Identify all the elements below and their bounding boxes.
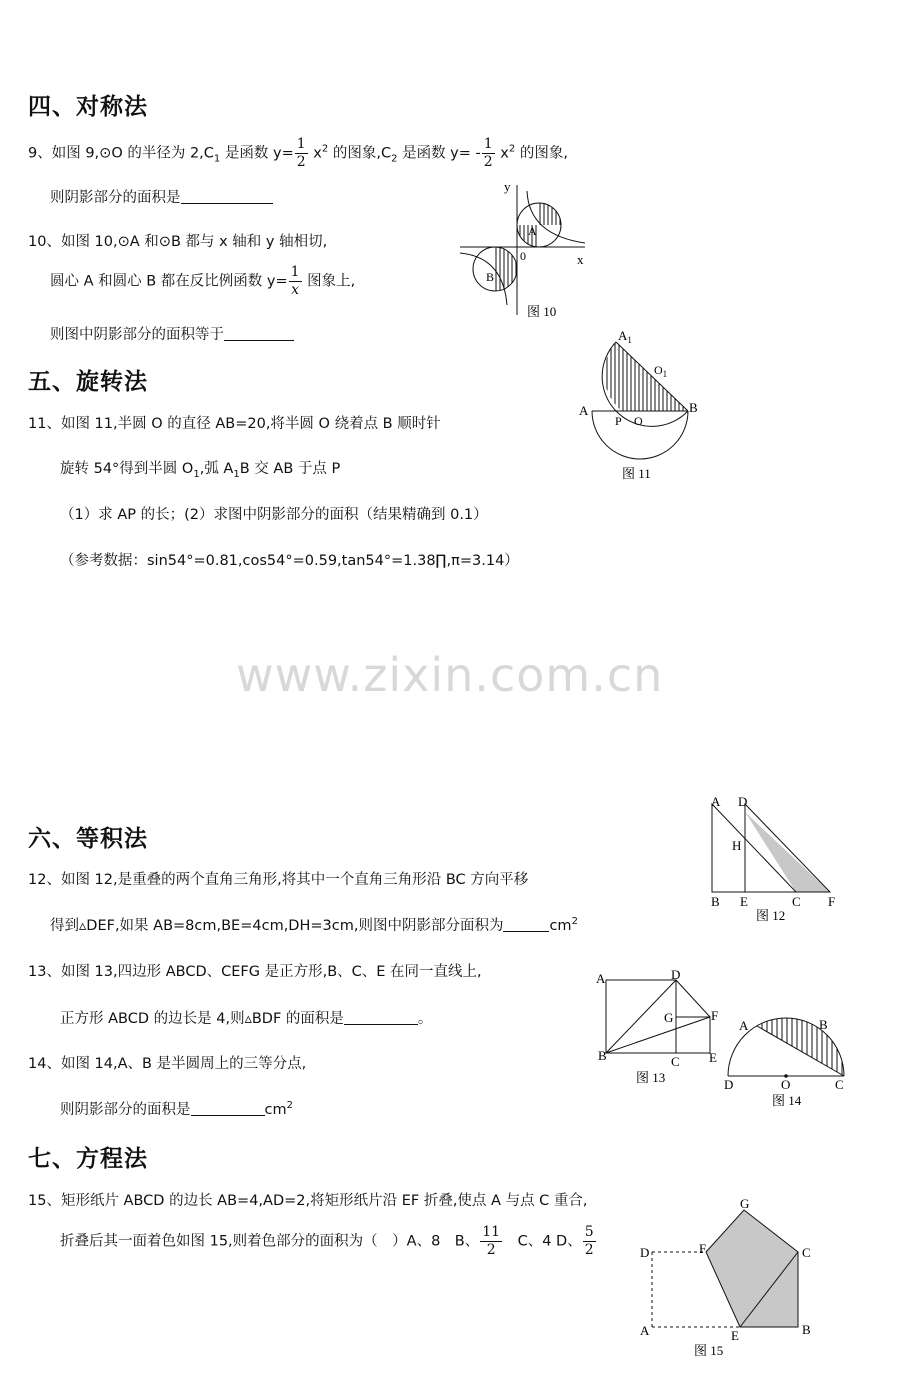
label-d: D (640, 1245, 650, 1260)
figure-15 (636, 1192, 826, 1362)
label-a: A (739, 1018, 749, 1033)
question-14-line-1: 14、如图 14,A、B 是半圆周上的三等分点, (28, 1056, 307, 1072)
label-a: A (640, 1323, 650, 1338)
label-b: B (486, 270, 495, 284)
question-14-line-2: 则阴影部分的面积是 $cm^2$ (60, 1100, 293, 1118)
label-e: E (731, 1328, 739, 1343)
question-11-line-3: （1）求 AP 的长；(2）求图中阴影部分的面积（结果精确到 0.1） (60, 507, 488, 523)
shaded-region-b2 (495, 269, 517, 291)
question-11-line-4: （参考数据：sin54°=0.81,cos54°=0.59,tan54°=1.38∏,π=3.14） (60, 553, 519, 569)
question-12-line-2: 得到▵DEF,如果 AB=8cm,BE=4cm,DH=3cm,则图中阴影部分面积为 $cm^2$ (50, 916, 578, 934)
label-a: A (528, 224, 537, 238)
figure-caption: 图 15 (694, 1343, 724, 1358)
section-heading-equation: 七、方程法 (28, 1146, 148, 1172)
label-a: A (711, 794, 721, 809)
label-h: H (732, 838, 742, 853)
label-f: F (711, 1008, 719, 1023)
figure-11 (570, 322, 710, 487)
label-d: D (738, 794, 748, 809)
answer-blank (344, 1024, 418, 1025)
shaded-region (757, 1018, 844, 1076)
fraction: $\frac{1}{x}$ (290, 264, 300, 298)
label-o: O (781, 1077, 791, 1092)
label-p: P (615, 414, 622, 428)
label-b: B (711, 894, 720, 909)
label-e: E (709, 1050, 717, 1065)
label-c: C (671, 1054, 680, 1069)
fraction: $\frac{5}{2}$ (584, 1224, 594, 1258)
answer-blank (191, 1115, 265, 1116)
triangle-def (745, 804, 830, 892)
fraction: $\frac{1}{2}$ (483, 136, 493, 170)
label-b: B (689, 400, 698, 415)
shaded-pentagon (706, 1210, 798, 1327)
label-f: F (828, 894, 836, 909)
question-15-line-1: 15、矩形纸片 ABCD 的边长 AB=4,AD=2,将矩形纸片沿 EF 折叠,使点 A 与点 C 重合, (28, 1193, 588, 1209)
question-12-line-1: 12、如图 12,是重叠的两个直角三角形,将其中一个直角三角形沿 BC 方向平移 (28, 872, 529, 888)
fraction: $\frac{11}{2}$ (482, 1224, 501, 1258)
label-g: G (664, 1010, 674, 1025)
answer-blank (181, 203, 273, 204)
label-c: C (802, 1245, 811, 1260)
section-heading-rotation: 五、旋转法 (28, 369, 148, 395)
question-9-line-2: 则阴影部分的面积是 (50, 186, 273, 207)
question-11-line-2: 旋转 54°得到半圆 $O_1$,弧 $A_1B$ 交 AB 于点 P (60, 461, 341, 480)
question-11-line-1: 11、如图 11,半圆 O 的直径 AB=20,将半圆 O 绕着点 B 顺时针 (28, 416, 441, 432)
question-13-line-1: 13、如图 13,四边形 ABCD、CEFG 是正方形,B、C、E 在同一直线上, (28, 964, 482, 980)
figure-12 (700, 792, 850, 928)
origin-label: 0 (520, 249, 526, 263)
figure-caption: 图 11 (622, 466, 651, 481)
figure-10 (455, 175, 595, 325)
figure-13 (590, 965, 730, 1090)
label-d: D (724, 1077, 734, 1092)
label-b: B (598, 1048, 607, 1063)
section-heading-equal-area: 六、等积法 (28, 826, 148, 852)
shaded-region-a (539, 203, 561, 225)
label-f: F (699, 1241, 707, 1256)
section-heading-symmetry: 四、对称法 (28, 94, 148, 120)
label-g: G (740, 1196, 750, 1211)
answer-blank (503, 931, 549, 932)
fraction: $\frac{1}{2}$ (296, 136, 306, 170)
segment-df (676, 980, 710, 1017)
figure-caption: 图 13 (636, 1070, 666, 1085)
y-label: y (504, 179, 511, 194)
label-b: B (802, 1322, 811, 1337)
shaded-region-b (495, 247, 517, 269)
label-c: C (792, 894, 801, 909)
question-10-line-1: 10、如图 10,⊙A 和⊙B 都与 x 轴和 y 轴相切, (28, 234, 328, 250)
question-15-line-2: 折叠后其一面着色如图 15,则着色部分的面积为（ ）A、8 B、 $\frac{11}{2}$ C、4 D、 $\frac{5}{2}$ (60, 1224, 594, 1258)
label-o1: $O_1$ (654, 363, 668, 379)
triangle-abc (712, 804, 796, 892)
figure-caption: 图 12 (756, 908, 786, 923)
label-d: D (671, 967, 681, 982)
shaded-region (604, 342, 688, 411)
label-c: C (835, 1077, 844, 1092)
question-9-line-1: 9、如图 9,⊙O 的半径为 $2,C_1$ 是函数 y= $\frac{1}{2}$ $x^2$ 的图象$,C_2$ 是函数 y= - $\frac{1}{2}$ $x^2$ 的图象, (28, 136, 568, 170)
label-b: B (819, 1017, 828, 1032)
segment-bf (606, 1017, 710, 1053)
question-10-line-2: 圆心 A 和圆心 B 都在反比例函数 y= $\frac{1}{x}$ 图象上, (50, 264, 356, 298)
figure-14 (716, 1012, 856, 1112)
figure-caption: 图 14 (772, 1093, 802, 1108)
question-10-line-3: 则图中阴影部分的面积等于 (50, 323, 294, 344)
answer-blank (224, 340, 294, 341)
label-a1: $A_1$ (618, 328, 632, 345)
label-a: A (596, 971, 606, 986)
x-label: x (577, 252, 584, 267)
watermark: www.zixin.com.cn (236, 648, 664, 702)
label-a: A (579, 403, 589, 418)
label-e: E (740, 894, 748, 909)
label-o: O (634, 414, 643, 428)
figure-caption: 图 10 (527, 304, 557, 319)
question-13-line-2: 正方形 ABCD 的边长是 4,则▵BDF 的面积是 。 (60, 1011, 433, 1027)
